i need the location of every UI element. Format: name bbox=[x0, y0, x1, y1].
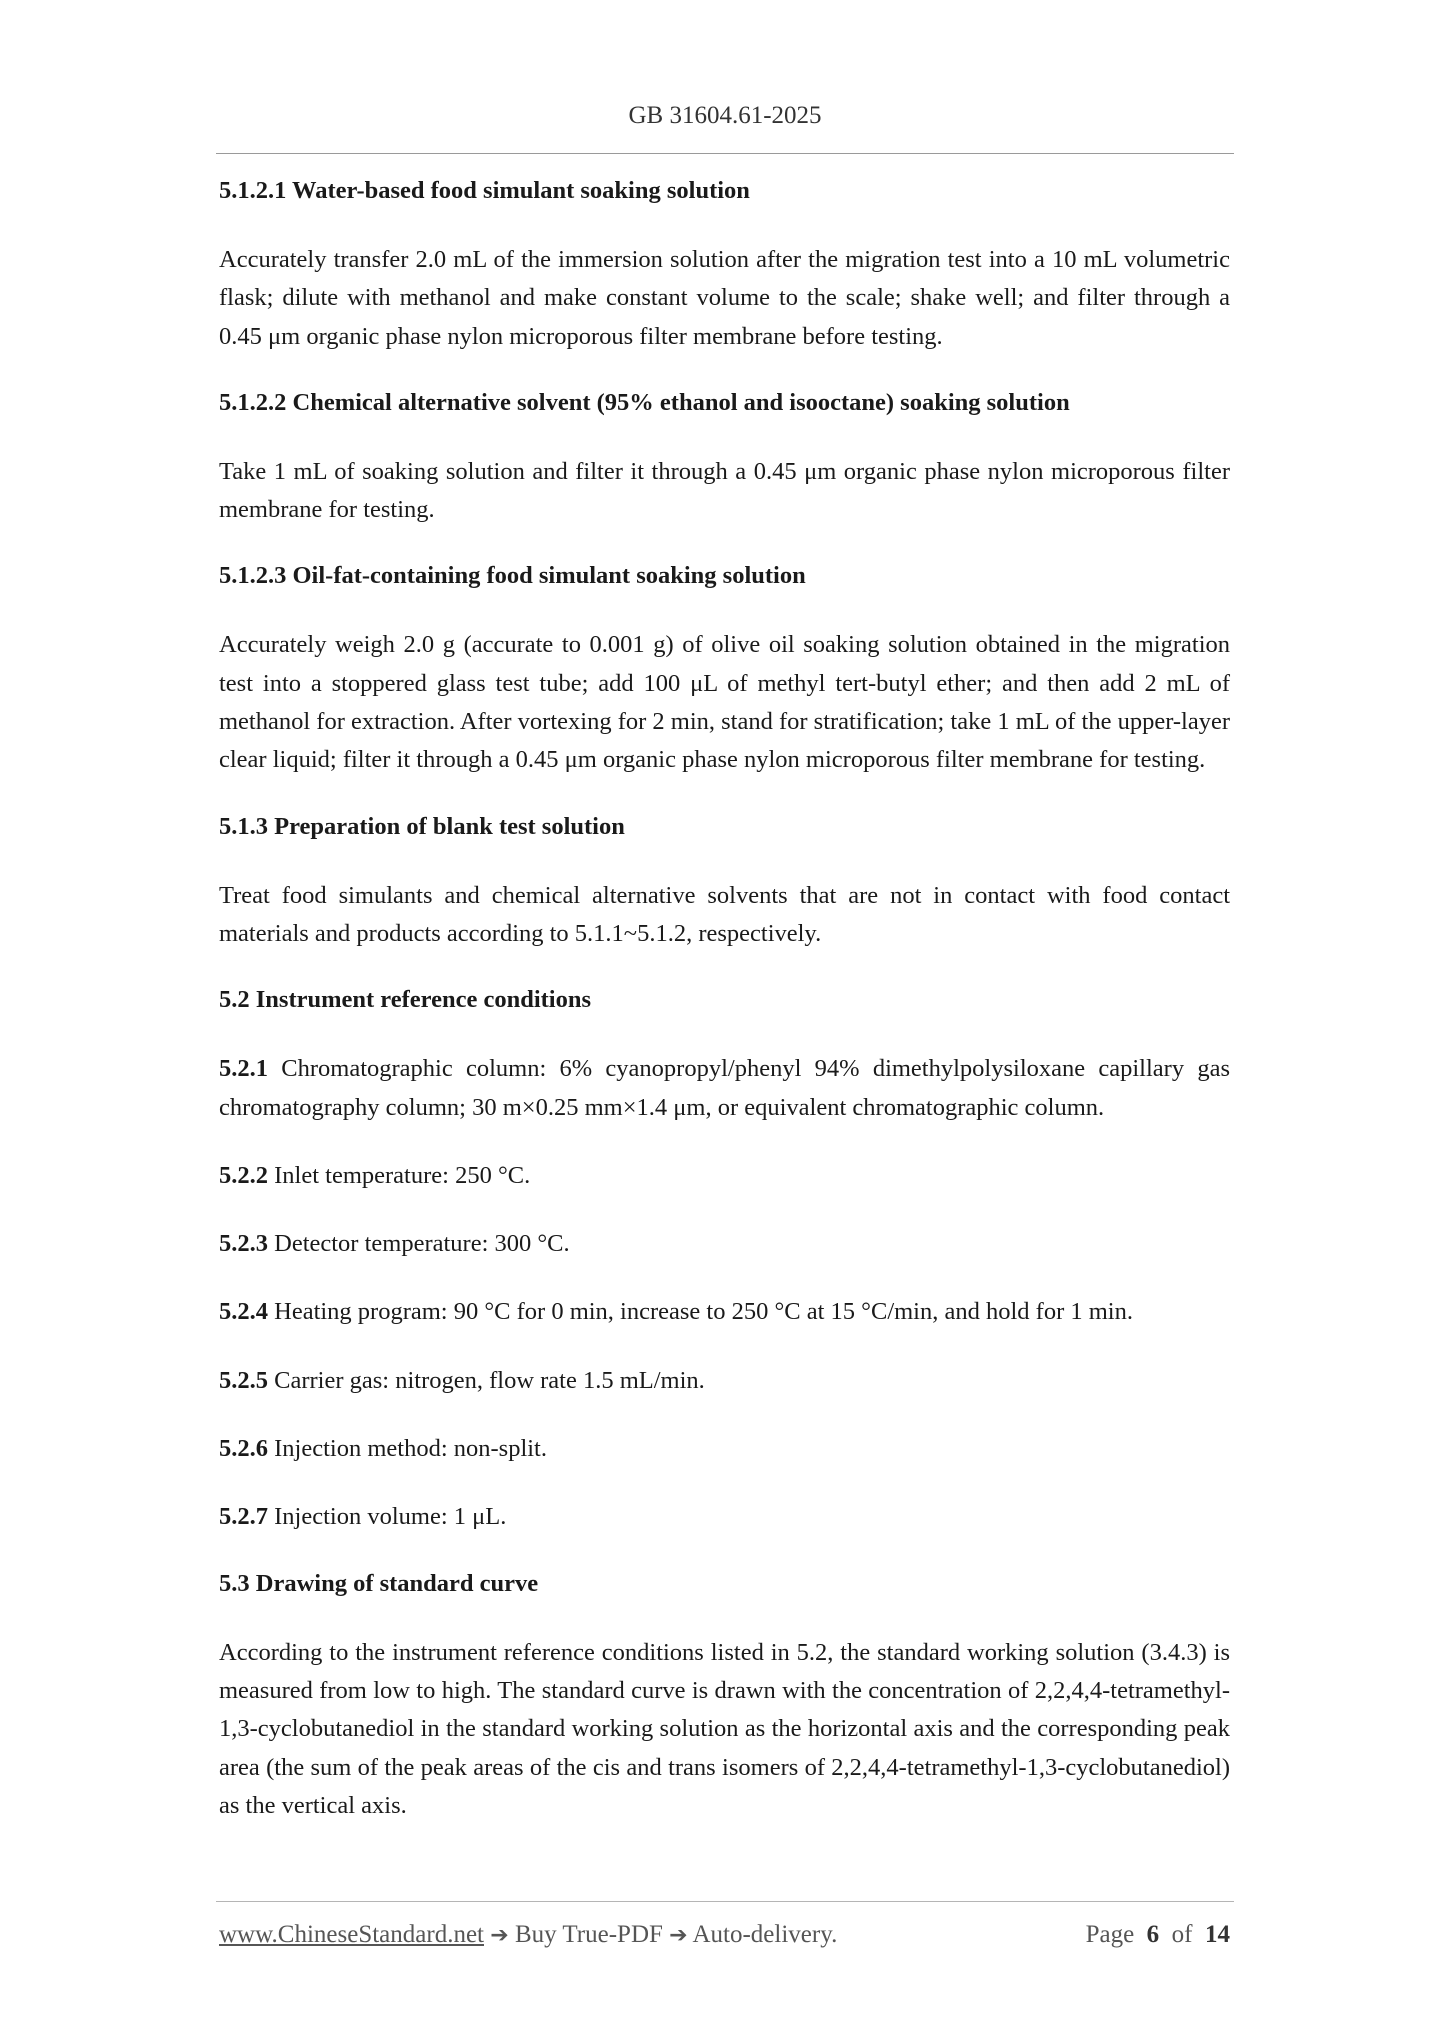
chinesestandard-link[interactable]: www.ChineseStandard.net bbox=[219, 1921, 484, 1948]
page-label: Page bbox=[1085, 1921, 1135, 1948]
clause-item bbox=[219, 1430, 1230, 1468]
section-heading: 5.2 Instrument reference conditions bbox=[219, 986, 591, 1014]
clause-item bbox=[219, 1157, 1230, 1195]
clause-text: Heating program: 90 °C for 0 min, increase to 250 °C at 15 °C/min, and hold for 1 min. bbox=[268, 1298, 1133, 1326]
document-header-title: GB 31604.61-2025 bbox=[628, 102, 822, 129]
clause-item bbox=[219, 1225, 1230, 1263]
paragraph: Take 1 mL of soaking solution and filter it through a 0.45 μm organic phase nylon microporous filter membrane for testing. bbox=[219, 457, 1230, 524]
paragraph: According to the instrument reference conditions listed in 5.2, the standard working solution (3.4.3) is measured from low to high. The standard curve is drawn with the concentration of 2,2,4,4-tetramethyl-1,3-cyclobutanediol in the standard working solution as the horizontal axis and the corresponding peak area (the sum of the peak areas of the cis and trans isomers of 2,2,4,4-tetramethyl-1,3-cyclobutanediol) as the vertical axis. bbox=[219, 1638, 1230, 1819]
section-heading: 5.1.2.2 Chemical alternative solvent (95% ethanol and isooctane) soaking solution bbox=[219, 388, 1070, 416]
clause-number: 5.2.6 bbox=[219, 1435, 268, 1463]
clause-text: Carrier gas: nitrogen, flow rate 1.5 mL/min. bbox=[268, 1366, 705, 1394]
section-heading: 5.1.3 Preparation of blank test solution bbox=[219, 812, 625, 840]
clause-item bbox=[219, 1050, 1230, 1127]
of-label: of bbox=[1171, 1921, 1193, 1948]
section-heading: 5.1.2.1 Water-based food simulant soaking solution bbox=[219, 177, 750, 204]
footer-promo bbox=[219, 1921, 837, 1949]
footer-divider bbox=[216, 1901, 1234, 1902]
paragraph: Accurately transfer 2.0 mL of the immersion solution after the migration test into a 10 mL volumetric flask; dilute with methanol and make constant volume to the scale; shake well; and filter through a 0.45 μm organic phase nylon microporous filter membrane before testing. bbox=[219, 246, 1230, 350]
document-body bbox=[219, 174, 1230, 1855]
clause-text: Injection method: non-split. bbox=[268, 1435, 547, 1463]
paragraph: Accurately weigh 2.0 g (accurate to 0.001 g) of olive oil soaking solution obtained in the migration test into a stoppered glass test tube; add 100 μL of methyl tert-butyl ether; and then add 2 mL of methanol for extraction. After vortexing for 2 min, stand for stratification; take 1 mL of the upper-layer clear liquid; filter it through a 0.45 μm organic phase nylon microporous filter membrane for testing. bbox=[219, 631, 1230, 774]
clause-text: Inlet temperature: 250 °C. bbox=[268, 1161, 531, 1189]
clause-text: Injection volume: 1 μL. bbox=[268, 1503, 507, 1531]
clause-number: 5.2.3 bbox=[219, 1230, 268, 1258]
clause-item bbox=[219, 1362, 1230, 1400]
clause-number: 5.2.2 bbox=[219, 1161, 268, 1189]
clause-number: 5.2.1 bbox=[219, 1055, 268, 1083]
total-pages-number: 14 bbox=[1205, 1921, 1230, 1948]
arrow-right-icon: ➔ bbox=[669, 1923, 688, 1948]
section-heading: 5.3 Drawing of standard curve bbox=[219, 1569, 539, 1597]
clause-number: 5.2.7 bbox=[219, 1503, 268, 1531]
current-page-number: 6 bbox=[1146, 1921, 1160, 1948]
clause-item bbox=[219, 1498, 1230, 1536]
clause-text: Detector temperature: 300 °C. bbox=[268, 1230, 570, 1258]
auto-delivery-text: Auto-delivery. bbox=[692, 1921, 838, 1948]
arrow-right-icon: ➔ bbox=[490, 1923, 509, 1948]
buy-true-pdf-text: Buy True-PDF bbox=[514, 1921, 663, 1948]
clause-number: 5.2.4 bbox=[219, 1298, 268, 1326]
section-heading: 5.1.2.3 Oil-fat-containing food simulant soaking solution bbox=[219, 562, 806, 590]
paragraph: Treat food simulants and chemical alternative solvents that are not in contact with food contact materials and products according to 5.1.1~5.1.2, respectively. bbox=[219, 881, 1230, 947]
header-divider bbox=[216, 153, 1234, 154]
clause-text: Chromatographic column: 6% cyanopropyl/phenyl 94% dimethylpolysiloxane capillary gas chromatography column; 30 m×0.25 mm×1.4 μm, or equivalent chromatographic column. bbox=[219, 1055, 1230, 1121]
clause-item bbox=[219, 1293, 1230, 1331]
clause-number: 5.2.5 bbox=[219, 1366, 268, 1394]
page-counter bbox=[1086, 1921, 1230, 1949]
